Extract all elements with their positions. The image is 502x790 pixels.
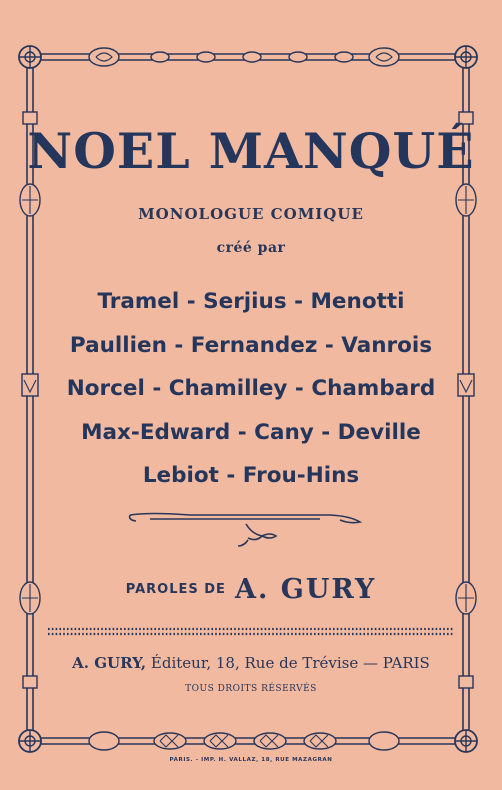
performer-line: Max-Edward - Cany - Deville [81,419,421,445]
dotted-rule [48,629,454,634]
lyrics-label: PAROLES DE [125,582,226,597]
performer-line: Norcel - Chamilley - Chambard [66,376,436,401]
publisher-details: Éditeur, 18, Rue de Trévise — PARIS [146,654,430,672]
performers-list [0,280,502,498]
created-by-label: créé par [216,240,286,256]
rights-notice: TOUS DROITS RÉSERVÉS [185,684,317,694]
publisher-name: A. GURY, [72,654,147,672]
performer-line: Lebiot - Frou-Hins [142,463,360,488]
subtitle: MONOLOGUE COMIQUE [138,205,364,223]
lyrics-author: A. GURY [235,574,377,605]
page-title: NOEL MANQUÉ [27,122,475,180]
printer-imprint: PARIS. - IMP. H. VALLAZ, 18, RUE MAZAGRAN [169,757,333,763]
lyrics-credit [0,574,502,605]
performer-line: Tramel - Serjius - Menotti [97,289,405,314]
publisher-line [0,654,502,672]
performer-line: Paullien - Fernandez - Vanrois [69,332,433,358]
flourish-divider [130,514,360,547]
